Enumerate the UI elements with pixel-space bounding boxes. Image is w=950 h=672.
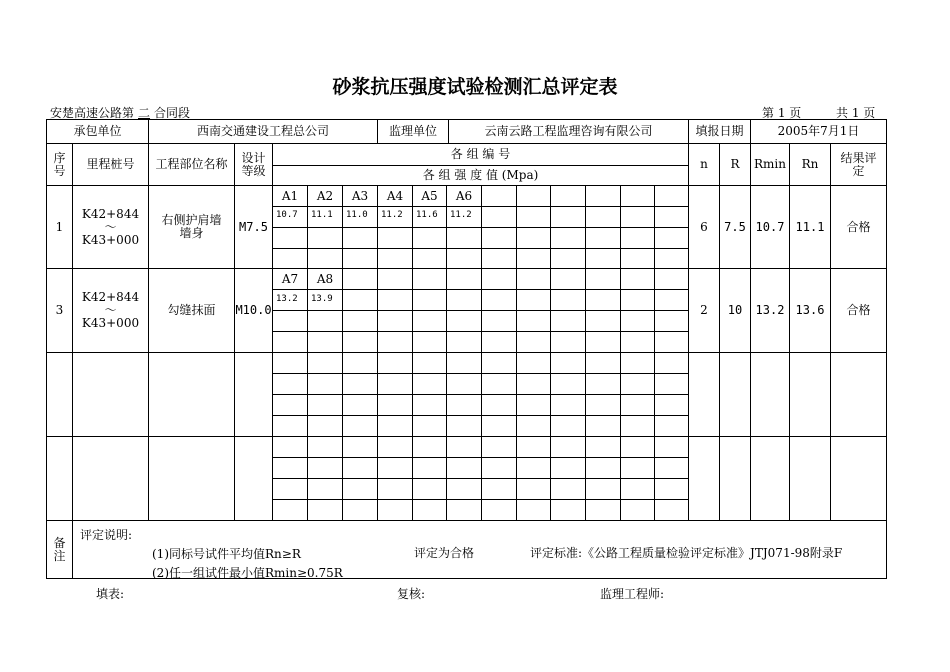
remarks-label-line2: 注 <box>53 548 66 563</box>
row1-station-end: K43+000 <box>81 232 140 247</box>
date-value: 2005年7月1日 <box>777 124 860 138</box>
row2-part: 勾缝抹面 <box>167 303 216 317</box>
remarks-rule2: (2)任一组试件最小值Rmin≥0.75R <box>152 566 343 580</box>
row1-r: 7.5 <box>724 219 746 234</box>
col-group-strength: 各 组 强 度 值 (Mpa) <box>422 168 539 182</box>
row1-part-line1: 右侧护肩墙 <box>161 213 222 227</box>
sign-reviewer: 复核: <box>397 587 426 601</box>
remarks-standard: 评定标准:《公路工程质量检验评定标准》JTJ071-98附录F <box>530 546 843 560</box>
col-seq-line1: 序 <box>53 150 66 165</box>
col-station: 里程桩号 <box>86 157 135 171</box>
row2-station-start: K42+844 <box>81 290 140 304</box>
project-prefix: 安楚高速公路第 <box>50 106 135 120</box>
row1-value: 11.1 <box>311 210 333 220</box>
col-rn: Rn <box>801 157 819 171</box>
row1-value: 11.0 <box>346 210 368 220</box>
row1-part-line2: 墙身 <box>179 226 204 240</box>
row1-result: 合格 <box>846 219 871 234</box>
remarks-label-line1: 备 <box>53 535 66 550</box>
col-result <box>831 144 886 185</box>
row2-station <box>73 269 148 352</box>
col-result-line2: 定 <box>852 163 865 178</box>
col-rmin: Rmin <box>754 157 786 171</box>
remarks-label <box>47 521 72 578</box>
row1-grade: M7.5 <box>239 219 268 234</box>
project-suffix: 合同段 <box>154 106 191 120</box>
row1-label: A3 <box>351 188 369 203</box>
row2-station-sep: ～ <box>104 303 117 317</box>
supervisor-label: 监理单位 <box>388 124 437 138</box>
row2-value: 13.9 <box>311 294 333 304</box>
row1-value: 11.2 <box>450 210 472 220</box>
row1-seq: 1 <box>55 219 64 234</box>
remarks-rule1: (1)同标号试件平均值Rn≥R <box>152 547 301 561</box>
col-part: 工程部位名称 <box>155 157 228 171</box>
col-grade-line1: 设计 <box>241 150 266 165</box>
page-title: 砂浆抗压强度试验检测汇总评定表 <box>332 76 618 98</box>
col-r: R <box>730 157 740 171</box>
col-grade-line2: 等级 <box>241 163 266 178</box>
row2-label: A7 <box>281 271 299 286</box>
col-n: n <box>700 157 708 171</box>
row1-rmin: 10.7 <box>755 219 785 234</box>
row1-value: 11.2 <box>381 210 403 220</box>
row2-result: 合格 <box>846 303 871 317</box>
row1-label: A1 <box>281 188 299 203</box>
row1-value: 11.6 <box>416 210 438 220</box>
col-group-no: 各 组 编 号 <box>450 147 511 161</box>
col-result-line1: 结果评 <box>840 150 877 165</box>
row2-r: 10 <box>727 303 743 317</box>
sign-filler: 填表: <box>96 587 125 601</box>
remarks-verdict: 评定为合格 <box>414 546 475 560</box>
section-number: 二 <box>138 106 151 120</box>
row2-grade: M10.0 <box>235 303 272 317</box>
row2-seq: 3 <box>55 303 64 317</box>
remarks-title: 评定说明: <box>80 528 133 542</box>
row1-label: A2 <box>316 188 334 203</box>
col-seq-line2: 号 <box>53 163 66 178</box>
row2-rmin: 13.2 <box>755 303 785 317</box>
date-label: 填报日期 <box>695 124 744 138</box>
row2-label: A8 <box>316 271 334 286</box>
col-seq <box>47 144 72 185</box>
col-grade <box>235 144 272 185</box>
supervisor-value: 云南云路工程监理咨询有限公司 <box>484 124 653 138</box>
row1-label: A5 <box>421 188 438 203</box>
page-number: 第 1 页 <box>762 106 802 120</box>
row1-n: 6 <box>700 219 708 234</box>
row1-rn: 11.1 <box>795 219 825 234</box>
row1-label: A4 <box>386 188 404 203</box>
sign-engineer: 监理工程师: <box>600 587 665 601</box>
row2-rn: 13.6 <box>795 303 825 317</box>
row1-station-sep: ～ <box>104 219 117 234</box>
row1-station <box>73 186 148 268</box>
row2-n: 2 <box>700 303 708 317</box>
row2-value: 13.2 <box>276 294 298 304</box>
row1-label: A6 <box>455 188 473 203</box>
row1-station-start: K42+844 <box>81 206 140 221</box>
row1-part <box>149 186 234 268</box>
row1-value: 10.7 <box>276 210 298 220</box>
contractor-label: 承包单位 <box>73 124 122 138</box>
row2-station-end: K43+000 <box>81 316 140 330</box>
page-total: 共 1 页 <box>836 106 876 120</box>
contractor-value: 西南交通建设工程总公司 <box>196 124 329 138</box>
